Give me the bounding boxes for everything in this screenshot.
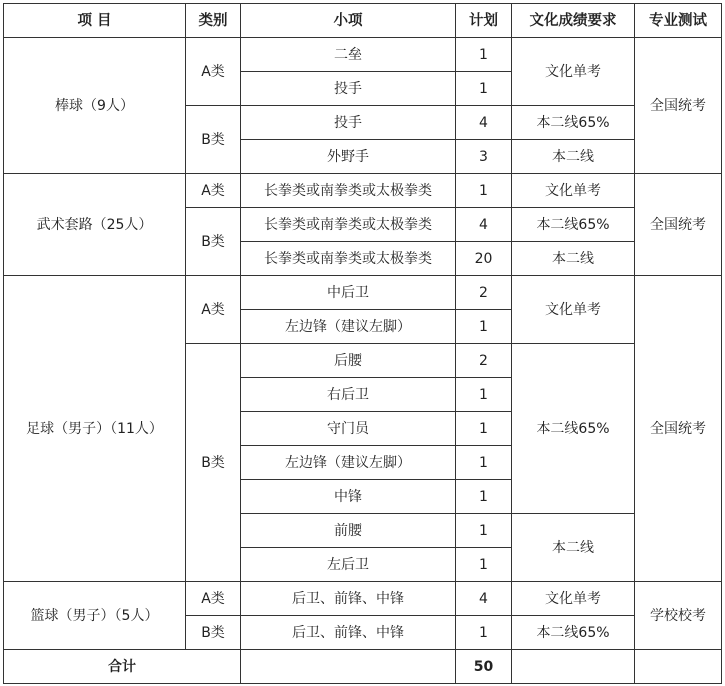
enrollment-plan-table bbox=[3, 3, 722, 684]
culture-requirement-cell: 本二线65% bbox=[512, 208, 635, 242]
plan-cell: 2 bbox=[456, 276, 512, 310]
category-cell: B类 bbox=[186, 344, 241, 582]
header-category: 类别 bbox=[186, 4, 241, 38]
sub-item-cell: 中后卫 bbox=[241, 276, 456, 310]
category-cell: A类 bbox=[186, 582, 241, 616]
plan-cell: 1 bbox=[456, 72, 512, 106]
category-cell: B类 bbox=[186, 616, 241, 650]
plan-cell: 4 bbox=[456, 106, 512, 140]
category-cell: B类 bbox=[186, 208, 241, 276]
project-cell: 篮球（男子）（5人） bbox=[4, 582, 186, 650]
project-cell: 棒球（9人） bbox=[4, 38, 186, 174]
professional-test-cell: 全国统考 bbox=[635, 276, 722, 582]
category-cell: A类 bbox=[186, 276, 241, 344]
culture-requirement-cell: 本二线 bbox=[512, 514, 635, 582]
header-sub-item: 小项 bbox=[241, 4, 456, 38]
total-value: 50 bbox=[456, 650, 512, 684]
sub-item-cell: 左后卫 bbox=[241, 548, 456, 582]
total-empty-cell bbox=[241, 650, 456, 684]
sub-item-cell: 后腰 bbox=[241, 344, 456, 378]
table-header bbox=[4, 4, 722, 38]
plan-cell: 4 bbox=[456, 582, 512, 616]
sub-item-cell: 后卫、前锋、中锋 bbox=[241, 582, 456, 616]
category-cell: A类 bbox=[186, 38, 241, 106]
header-culture-requirement: 文化成绩要求 bbox=[512, 4, 635, 38]
culture-requirement-cell: 本二线65% bbox=[512, 106, 635, 140]
project-cell: 武术套路（25人） bbox=[4, 174, 186, 276]
sub-item-cell: 长拳类或南拳类或太极拳类 bbox=[241, 208, 456, 242]
culture-requirement-cell: 文化单考 bbox=[512, 582, 635, 616]
sub-item-cell: 二垒 bbox=[241, 38, 456, 72]
plan-cell: 3 bbox=[456, 140, 512, 174]
sub-item-cell: 前腰 bbox=[241, 514, 456, 548]
header-project: 项 目 bbox=[4, 4, 186, 38]
plan-cell: 1 bbox=[456, 548, 512, 582]
table-row bbox=[4, 38, 722, 72]
total-empty-cell bbox=[512, 650, 635, 684]
table-row bbox=[4, 174, 722, 208]
table-row bbox=[4, 276, 722, 310]
plan-cell: 20 bbox=[456, 242, 512, 276]
plan-cell: 1 bbox=[456, 480, 512, 514]
header-plan: 计划 bbox=[456, 4, 512, 38]
plan-cell: 1 bbox=[456, 310, 512, 344]
culture-requirement-cell: 文化单考 bbox=[512, 276, 635, 344]
plan-cell: 1 bbox=[456, 38, 512, 72]
category-cell: B类 bbox=[186, 106, 241, 174]
professional-test-cell: 学校校考 bbox=[635, 582, 722, 650]
professional-test-cell: 全国统考 bbox=[635, 38, 722, 174]
culture-requirement-cell: 本二线65% bbox=[512, 344, 635, 514]
project-cell: 足球（男子）（11人） bbox=[4, 276, 186, 582]
sub-item-cell: 长拳类或南拳类或太极拳类 bbox=[241, 174, 456, 208]
sub-item-cell: 外野手 bbox=[241, 140, 456, 174]
table-row bbox=[4, 582, 722, 616]
plan-cell: 4 bbox=[456, 208, 512, 242]
header-professional-test: 专业测试 bbox=[635, 4, 722, 38]
plan-cell: 1 bbox=[456, 174, 512, 208]
culture-requirement-cell: 本二线 bbox=[512, 242, 635, 276]
sub-item-cell: 投手 bbox=[241, 72, 456, 106]
plan-cell: 1 bbox=[456, 446, 512, 480]
plan-cell: 2 bbox=[456, 344, 512, 378]
sub-item-cell: 右后卫 bbox=[241, 378, 456, 412]
sub-item-cell: 长拳类或南拳类或太极拳类 bbox=[241, 242, 456, 276]
plan-cell: 1 bbox=[456, 514, 512, 548]
plan-cell: 1 bbox=[456, 378, 512, 412]
header-row bbox=[4, 4, 722, 38]
sub-item-cell: 中锋 bbox=[241, 480, 456, 514]
culture-requirement-cell: 本二线 bbox=[512, 140, 635, 174]
table-body bbox=[4, 38, 722, 684]
sub-item-cell: 左边锋（建议左脚） bbox=[241, 446, 456, 480]
plan-cell: 1 bbox=[456, 616, 512, 650]
culture-requirement-cell: 文化单考 bbox=[512, 174, 635, 208]
sub-item-cell: 投手 bbox=[241, 106, 456, 140]
sub-item-cell: 守门员 bbox=[241, 412, 456, 446]
culture-requirement-cell: 文化单考 bbox=[512, 38, 635, 106]
sub-item-cell: 后卫、前锋、中锋 bbox=[241, 616, 456, 650]
culture-requirement-cell: 本二线65% bbox=[512, 616, 635, 650]
sub-item-cell: 左边锋（建议左脚） bbox=[241, 310, 456, 344]
category-cell: A类 bbox=[186, 174, 241, 208]
professional-test-cell: 全国统考 bbox=[635, 174, 722, 276]
plan-cell: 1 bbox=[456, 412, 512, 446]
total-empty-cell bbox=[635, 650, 722, 684]
total-label: 合计 bbox=[4, 650, 241, 684]
total-row bbox=[4, 650, 722, 684]
